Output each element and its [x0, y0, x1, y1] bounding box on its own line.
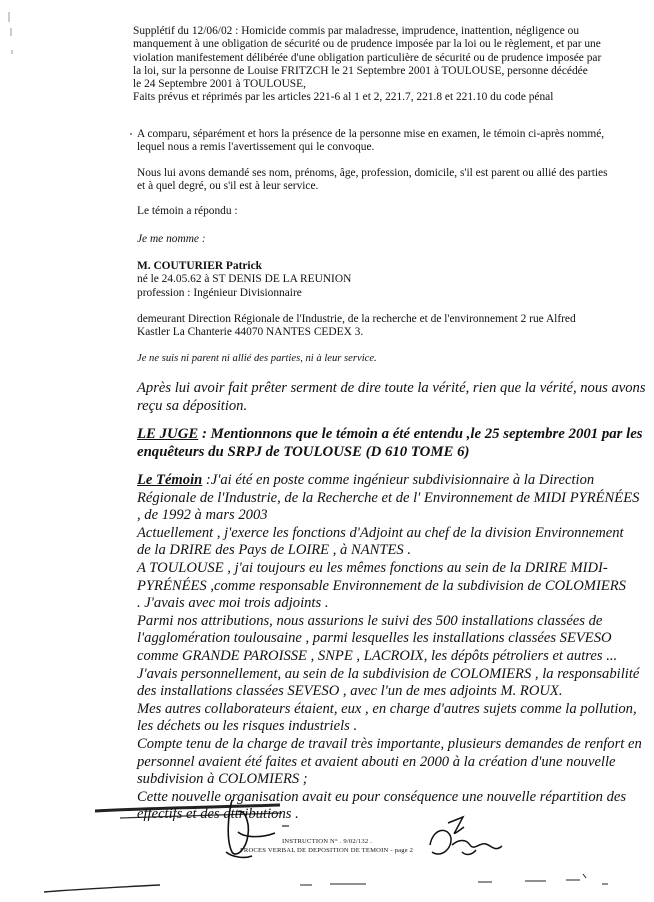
- left-margin-specks: [9, 12, 12, 54]
- judge-mention: [137, 426, 643, 461]
- deposition-line: Régionale de l'Industrie, de la Recherche et de l' Environnement de MIDI PYRÉNÉES: [137, 489, 640, 506]
- deposition-line: les déchets ou les risques industriels .: [137, 718, 358, 735]
- je-me-nomme: Je me nomme :: [137, 233, 206, 245]
- deposition-line: . J'avais avec moi trois adjoints .: [137, 595, 329, 612]
- witness-name: M. COUTURIER Patrick: [137, 260, 262, 272]
- witness-profession: profession : Ingénieur Divisionnaire: [137, 286, 302, 299]
- deposition-line: PYRÉNÉES ,comme responsable Environnement de la subdivision de COLOMIERS: [137, 577, 626, 594]
- deposition-line: personnel avaient été faites et avaient abouti en 2000 à la création d'une nouvelle: [137, 753, 616, 770]
- comparution-line: A comparu, séparément et hors la présence de la personne mise en examen, le témoin ci-après nommé,: [137, 128, 605, 140]
- oath-line: reçu sa déposition.: [137, 397, 248, 414]
- identity-question-line: et à quel degré, ou s'il est à leur service.: [137, 180, 319, 193]
- address-line: demeurant Direction Régionale de l'Industrie, de la recherche et de l'environnement 2 rue Alfred: [137, 313, 576, 325]
- judge-text-line2: enquêteurs du SRPJ de TOULOUSE (D 610 TOME 6): [137, 443, 470, 460]
- supplétif-line: Faits prévus et réprimés par les articles 221-6 al 1 et 2, 221.7, 221.8 et 221.10 du code pénal: [133, 91, 554, 104]
- oath-line: Après lui avoir fait prêter serment de dire toute la vérité, rien que la vérité, nous avons: [137, 380, 646, 396]
- deposition-line: Compte tenu de la charge de travail très importante, plusieurs demandes de renfort en: [137, 735, 642, 752]
- deposition-line: comme GRANDE PAROISSE , SNPE , LACROIX, les dépôts pétroliers et autres ...: [137, 647, 618, 664]
- witness-address: [137, 313, 603, 340]
- judge-label: LE JUGE: [137, 426, 199, 442]
- identity-question-line: Nous lui avons demandé ses nom, prénoms, âge, profession, domicile, s'il est parent ou allié des parties: [137, 167, 608, 179]
- judge-text: : Mentionnons que le témoin a été entendu ,le 25 septembre 2001 par les: [198, 426, 643, 442]
- deposition-line: Cette nouvelle organisation avait eu pour conséquence une nouvelle répartition des: [137, 788, 627, 805]
- witness-label: Le Témoin: [137, 472, 203, 488]
- supplétif-block: [133, 25, 603, 105]
- instruction-number: INSTRUCTION N° . 9/02/132 .: [282, 838, 373, 845]
- not-related-statement: Je ne suis ni parent ni allié des parties, ni à leur service.: [137, 353, 377, 364]
- deposition-line: , de 1992 à mars 2003: [137, 507, 268, 524]
- deposition-line: J'avais personnellement, au sein de la subdivision de COLOMIERS , la responsabilité: [137, 665, 640, 682]
- supplétif-line: la loi, sur la personne de Louise FRITZCH le 21 Septembre 2001 à TOULOUSE, personne décédée: [133, 64, 588, 77]
- deposition-line: Parmi nos attributions, nous assurions le suivi des 500 installations classées de: [137, 612, 603, 629]
- supplétif-line: violation manifestement délibérée d'une obligation particulière de sécurité ou de prudence imposée par: [133, 51, 602, 64]
- deposition-line: l'agglomération toulousaine , parmi lesquelles les installations classées SEVESO: [137, 630, 612, 647]
- comparution-line: lequel nous a remis l'avertissement qui le convoque.: [137, 141, 375, 154]
- witness-birth: né le 24.05.62 à ST DENIS DE LA REUNION: [137, 273, 352, 286]
- comparution-block: [137, 128, 603, 155]
- deposition-line: :J'ai été en poste comme ingénieur subdivisionnaire à la Direction: [202, 472, 595, 488]
- deposition-line: subdivision à COLOMIERS ;: [137, 771, 308, 788]
- witness-identity: [137, 260, 597, 300]
- bottom-scan-lines: [44, 874, 608, 892]
- address-line: Kastler La Chanterie 44070 NANTES CEDEX 3.: [137, 326, 364, 339]
- deposition-line: Mes autres collaborateurs étaient, eux , en charge d'autres sujets comme la pollution,: [137, 700, 637, 717]
- deposition-line: de la DRIRE des Pays de LOIRE , à NANTES .: [137, 542, 411, 559]
- oath-block: [137, 380, 646, 415]
- footer-pv-title: PROCES VERBAL DE DEPOSITION DE TEMOIN - page 2: [240, 847, 414, 854]
- deposition-line: A TOULOUSE , j'ai toujours eu les mêmes fonctions au sein de la DRIRE MIDI-: [137, 559, 608, 576]
- witness-deposition: [137, 472, 642, 824]
- supplétif-line: manquement à une obligation de sécurité ou de prudence imposée par la loi ou le règlement, et par une: [133, 38, 601, 51]
- deposition-line: Actuellement , j'exerce les fonctions d'Adjoint au chef de la division Environnement: [137, 524, 624, 541]
- dot-mark: [130, 133, 132, 135]
- identity-question-block: [137, 167, 608, 194]
- witness-answered: Le témoin a répondu :: [137, 205, 238, 217]
- deposition-line: effectifs et des attributions .: [137, 806, 299, 823]
- supplétif-line: le 24 Septembre 2001 à TOULOUSE,: [133, 78, 306, 91]
- supplétif-line: Supplétif du 12/06/02 : Homicide commis par maladresse, imprudence, inattention, négligence ou: [133, 25, 580, 37]
- deposition-line: des installations classées SEVESO , avec l'un de mes adjoints M. ROUX.: [137, 683, 563, 700]
